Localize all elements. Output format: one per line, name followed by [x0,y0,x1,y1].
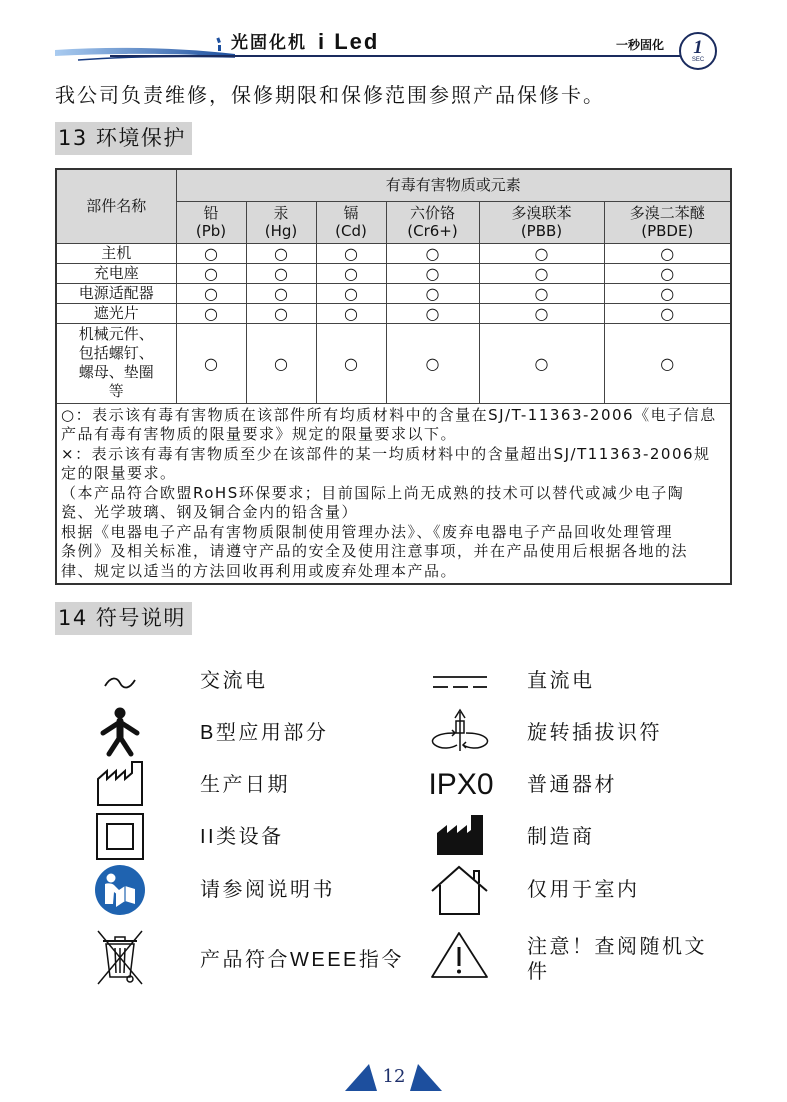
compliance-mark: ○ [176,263,246,283]
symbol-label-text: 仅用于室内 [527,878,640,901]
compliance-mark: ○ [316,323,386,403]
compliance-mark: ○ [316,243,386,263]
part-name-line: 电源适配器 [78,283,154,302]
table-notes-row [56,403,731,584]
symbol-label-text: 制造商 [527,825,595,848]
substance-header-pb [176,201,246,243]
compliance-mark: ○ [246,263,316,283]
table-row [56,283,731,303]
compliance-mark: ○ [246,283,316,303]
header-brand: i Led [318,29,380,54]
compliance-mark: ○ [604,243,731,263]
ipx0-text: IPX0 [428,768,494,801]
compliance-mark: ○ [479,303,604,323]
substance-symbol: (Cd) [335,222,367,240]
symbol-label-text: 交流电 [200,669,268,692]
compliance-mark: ○ [176,243,246,263]
symbol-label-text: B型应用部分 [200,721,329,744]
part-name-line: 遮光片 [93,303,139,322]
manufacture-date-icon [90,759,150,811]
compliance-mark: ○ [176,323,246,403]
symbol-label [150,863,422,917]
note-line: ○：表示该有毒有害物质在该部件所有均质材料中的含量在SJ/T-11363-2006《电子信息 [61,405,717,424]
symbol-label [500,759,722,811]
type-b-applied-part-icon [90,707,150,759]
substance-header-cd [316,201,386,243]
header-swoosh-graphic [0,20,787,80]
substance-header-pbde [604,201,731,243]
note-line: 产品有毒有害物质的限量要求》规定的限量要求以下。 [61,425,458,443]
warranty-intro-text: 我公司负责维修，保修期限和保修范围参照产品保修卡。 [55,83,605,107]
indoor-use-only-icon [422,863,500,917]
compliance-mark: ○ [604,303,731,323]
note-line: （本产品符合欧盟RoHS环保要求；目前国际上尚无成熟的技术可以替代或减少电子陶 [61,483,685,502]
compliance-mark: ○ [246,243,316,263]
table-row [56,243,731,263]
hazardous-substance-table [55,168,732,585]
symbol-label [150,811,422,863]
compliance-mark: ○ [604,323,731,403]
symbol-label-text: 请参阅说明书 [200,878,335,901]
table-row [56,303,731,323]
note-line: 律、规定以适当的方法回收再利用或废弃处理本产品。 [61,561,458,580]
substance-header-hg [246,201,316,243]
note-line: 定的限量要求。 [61,464,177,482]
compliance-mark: ○ [479,283,604,303]
compliance-mark: ○ [386,263,479,283]
symbol-label [500,863,722,917]
substance-name: 铅 [203,204,219,222]
header-product-name: 光固化机 [231,33,307,53]
substance-symbol: (PBDE) [641,222,694,240]
substance-symbol: (Hg) [264,222,298,240]
compliance-mark: ○ [479,263,604,283]
symbol-label-text: 注意！查阅随机文件 [527,936,707,983]
symbol-label [500,917,722,1003]
compliance-mark: ○ [316,263,386,283]
symbol-label [500,655,722,707]
weee-bin-icon [90,917,150,1003]
part-name-line: 主机 [101,243,132,262]
section-14-title: 14 符号说明 [55,602,192,635]
header-mark-icon [215,37,225,52]
section-13-title: 13 环境保护 [55,122,192,155]
part-name-cell [56,303,176,323]
badge-number: 1 [693,37,703,58]
symbol-label [150,707,422,759]
symbol-label-text: 直流电 [527,669,595,692]
compliance-mark: ○ [479,323,604,403]
compliance-mark: ○ [479,243,604,263]
dc-current-icon [422,655,500,707]
symbol-label-text: 生产日期 [200,773,290,796]
table-row [56,323,731,403]
part-name-line: 等 [108,382,124,400]
compliance-mark: ○ [246,323,316,403]
substance-group-header: 有毒有害物质或元素 [176,169,731,201]
compliance-mark: ○ [246,303,316,323]
symbol-label-text: II类设备 [200,825,284,848]
ac-current-icon [90,655,150,707]
part-name-header: 部件名称 [56,169,176,243]
substance-name: 六价铬 [409,204,455,222]
class-ii-equipment-icon [90,811,150,863]
manufacturer-icon [422,811,500,863]
symbol-legend [90,655,722,1003]
symbol-label [500,811,722,863]
part-name-line: 充电座 [93,263,139,282]
ipx0-rating [422,759,500,811]
compliance-mark: ○ [386,243,479,263]
substance-name: 多溴联苯 [511,204,572,222]
part-name-cell [56,323,176,403]
symbol-label [150,917,422,1003]
substance-name: 汞 [273,204,289,222]
substance-symbol: (PBB) [520,222,563,240]
compliance-mark: ○ [604,263,731,283]
compliance-mark: ○ [386,303,479,323]
part-name-line: 包括螺钉、 [78,344,154,362]
symbol-label-text: 普通器材 [527,773,617,796]
note-line: 根据《电器电子产品有害物质限制使用管理办法》、《废弃电器电子产品回收处理管理 [61,522,674,541]
substance-header-cr6 [386,201,479,243]
note-line: 瓷、光学玻璃、钢及铜合金内的铅含量） [61,503,359,521]
compliance-mark: ○ [386,323,479,403]
symbol-label-text: 产品符合WEEE指令 [200,948,404,971]
header-slogan: 一秒固化 [616,38,665,52]
compliance-mark: ○ [386,283,479,303]
refer-to-manual-icon [90,863,150,917]
symbol-label-text: 旋转插拔识符 [527,721,662,744]
caution-icon [422,917,500,1003]
substance-name: 多溴二苯醚 [629,204,705,222]
one-second-badge [679,32,717,70]
part-name-line: 螺母、垫圈 [78,363,154,381]
compliance-mark: ○ [316,303,386,323]
symbol-label [150,759,422,811]
substance-name: 镉 [343,204,359,222]
part-name-line: 机械元件、 [78,325,154,343]
part-name-cell [56,243,176,263]
symbol-label [500,707,722,759]
compliance-mark: ○ [176,283,246,303]
table-row [56,263,731,283]
symbol-label [150,655,422,707]
substance-symbol: (Pb) [195,222,227,240]
table-notes [56,403,731,584]
badge-unit: SEC [691,57,705,63]
compliance-mark: ○ [176,303,246,323]
compliance-mark: ○ [604,283,731,303]
rotary-plug-icon [422,707,500,759]
compliance-mark: ○ [316,283,386,303]
substance-header-pbb [479,201,604,243]
part-name-cell [56,263,176,283]
part-name-cell [56,283,176,303]
note-line: ×：表示该有毒有害物质至少在该部件的某一均质材料中的含量超出SJ/T11363-2006规 [61,444,711,463]
page-number: 12 [382,1066,406,1087]
note-line: 条例》及相关标准，请遵守产品的安全及使用注意事项，并在产品使用后根据各地的法 [61,542,689,560]
substance-symbol: (Cr6+) [407,222,458,240]
